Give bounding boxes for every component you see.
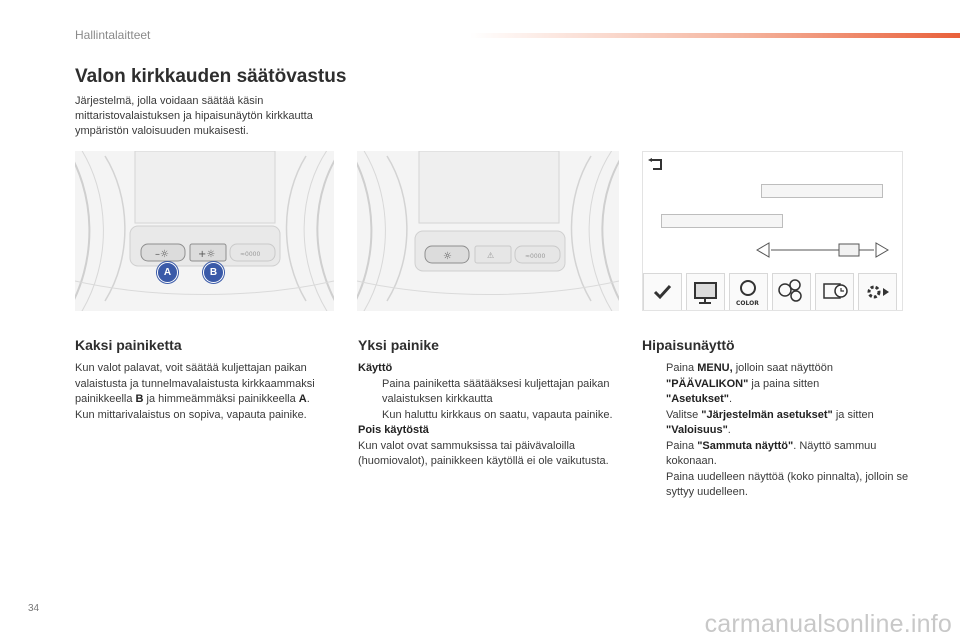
figure-touch-screen	[642, 151, 903, 311]
system-settings-icon	[858, 273, 897, 311]
list-item: Kun haluttu kirkkaus on saatu, vapauta painike.	[382, 408, 613, 421]
date-time-icon	[815, 273, 854, 311]
svg-text:☼: ☼	[443, 251, 452, 262]
language-units-icon	[772, 273, 811, 311]
list-item: Paina "Sammuta näyttö". Näyttö sammuu kokonaan. Paina uudelleen näyttöä (koko pinnalta), jolloin se syttyy uudelleen.	[666, 439, 909, 498]
brightness-slider	[755, 242, 890, 258]
running-header: Hallintalaitteet	[75, 28, 151, 42]
screen-off-icon	[686, 273, 725, 311]
section-body-two-buttons	[75, 361, 343, 423]
intro-paragraph: Järjestelmä, jolla voidaan säätää käsin mittaristovalaistuksen ja hipaisunäytön kirkkautta ympäristön valoisuuden mukaisesti.	[75, 95, 313, 137]
figure-one-button	[357, 151, 619, 311]
color-icon-label: COLOR	[736, 300, 759, 307]
back-arrow-icon	[647, 158, 665, 172]
section-body-one-button	[358, 361, 620, 470]
svg-text:–☼: –☼	[155, 249, 169, 260]
list-item: Paina MENU, jolloin saat näyttöön "PÄÄVALIKON" ja paina sitten "Asetukset".	[666, 362, 833, 405]
subheading-disabled: Pois käytöstä	[358, 424, 429, 436]
instrument-panel-two-buttons-illustration	[75, 151, 334, 311]
callout-badge-b: B	[203, 262, 224, 283]
callout-badge-a: A	[157, 262, 178, 283]
screen-setting-bar-top	[761, 184, 883, 198]
color-palette-icon	[729, 273, 768, 311]
svg-text:≈0000: ≈0000	[525, 253, 546, 260]
list-item: Paina painiketta säätääksesi kuljettajan paikan valaistuksen kirkkautta	[382, 377, 610, 405]
screen-setting-bar-middle	[661, 214, 783, 228]
two-buttons-paragraph-2: Kun mittarivalaistus on sopiva, vapauta painike.	[75, 408, 307, 421]
page-number: 34	[28, 603, 40, 614]
section-body-touch-screen	[642, 361, 910, 501]
two-buttons-paragraph-1: Kun valot palavat, voit säätää kuljettajan paikan valaistusta ja tunnelmavalaistusta kirkkaammaksi painikkeella B ja himmeämmäksi painikkeella A.	[75, 362, 315, 405]
svg-text:⚠: ⚠	[487, 251, 495, 260]
page-title: Valon kirkkauden säätövastus	[75, 66, 347, 87]
section-title-touch-screen: Hipaisunäyttö	[642, 337, 735, 353]
svg-text:≈0000: ≈0000	[240, 251, 261, 258]
subheading-usage: Käyttö	[358, 362, 393, 374]
list-item: Valitse "Järjestelmän asetukset" ja sitten "Valoisuus".	[666, 408, 874, 436]
one-button-paragraph: Kun valot ovat sammuksissa tai päivävaloilla (huomiovalot), painikkeen käytöllä ei ole vaikutusta.	[358, 439, 609, 467]
watermark: carmanualsonline.info	[704, 610, 952, 638]
figure-two-buttons	[75, 151, 334, 311]
instrument-panel-one-button-illustration	[357, 151, 619, 311]
svg-text:+☼: +☼	[198, 249, 216, 260]
section-title-one-button: Yksi painike	[358, 337, 439, 353]
header-accent-bar	[470, 33, 960, 38]
section-title-two-buttons: Kaksi painiketta	[75, 337, 182, 353]
confirm-check-icon	[643, 273, 682, 311]
